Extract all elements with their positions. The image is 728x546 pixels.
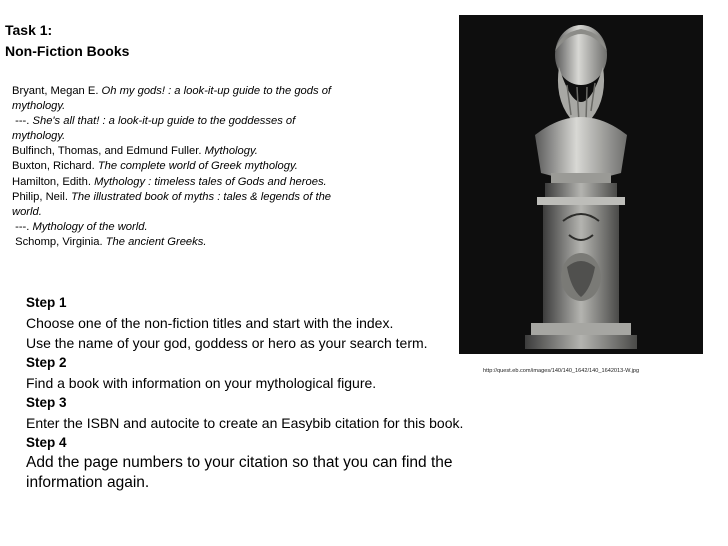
book-line: Bryant, Megan E. Oh my gods! : a look-it-up guide to the gods of xyxy=(12,85,332,97)
book-line: mythology. xyxy=(12,130,66,143)
step-2-label: Step 2 xyxy=(26,355,67,370)
step-4-text: information again. xyxy=(26,474,150,491)
step-1-label: Step 1 xyxy=(26,295,67,310)
book-line: world. xyxy=(12,205,42,218)
step-3-label: Step 3 xyxy=(26,395,67,410)
book-line: Philip, Neil. The illustrated book of myths : tales & legends of the xyxy=(12,190,332,203)
step-3-text: Enter the ISBN and autocite to create an Easybib citation for this book. xyxy=(26,415,464,431)
book-line: ---. Mythology of the world. xyxy=(12,220,148,233)
book-line: ---. She's all that! : a look-it-up guide to the goddesses of xyxy=(12,115,296,128)
book-line: Schomp, Virginia. The ancient Greeks. xyxy=(12,235,207,248)
step-1-text: Use the name of your god, goddess or hero as your search term. xyxy=(26,335,428,351)
book-line: Buxton, Richard. The complete world of Greek mythology. xyxy=(12,160,298,173)
book-line: Hamilton, Edith. Mythology : timeless tales of Gods and heroes. xyxy=(12,175,327,188)
step-4-text: Add the page numbers to your citation so that you can find the xyxy=(26,454,453,471)
step-1-text: Choose one of the non-fiction titles and start with the index. xyxy=(26,315,394,331)
steps-section xyxy=(26,293,496,493)
step-2-text: Find a book with information on your mythological figure. xyxy=(26,375,377,391)
image-credit: http://quest.eb.com/images/140/140_1642/140_1642013-W.jpg xyxy=(483,368,640,374)
step-4-label: Step 4 xyxy=(26,435,67,450)
task-title: Task 1: xyxy=(5,22,53,38)
book-line: mythology. xyxy=(12,100,66,113)
task-subtitle: Non-Fiction Books xyxy=(5,43,130,59)
book-list xyxy=(12,84,372,250)
book-line: Bulfinch, Thomas, and Edmund Fuller. Mythology. xyxy=(12,145,258,158)
